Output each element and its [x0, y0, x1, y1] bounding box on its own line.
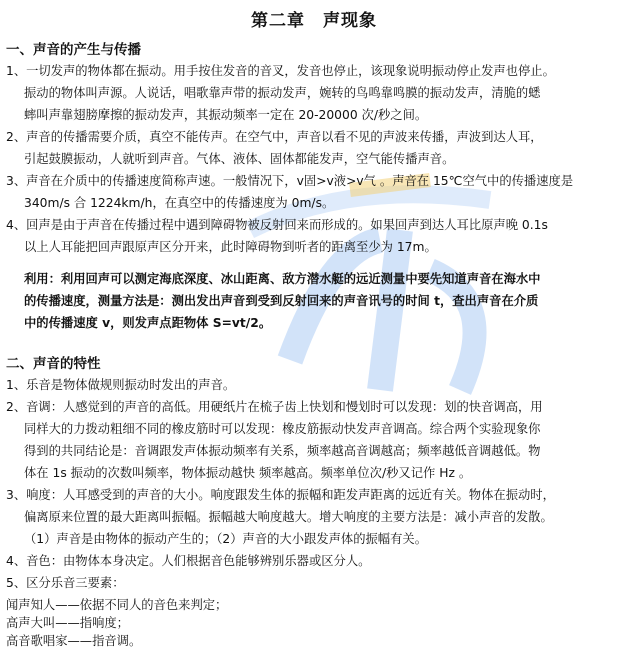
text-line: 蟀叫声靠翅膀摩擦的振动发声，其振动频率一定在 20-20000 次/秒之间。 [24, 108, 428, 122]
text-line: 高音歌唱家——指音调。 [6, 634, 142, 648]
text-line: （1）声音是由物体的振动产生的；（2）声音的大小跟发声体的振幅有关。 [24, 532, 427, 546]
text-line: 得到的共同结论是：音调跟发声体振动频率有关系，频率越高音调越高；频率越低音调越低。物 [24, 444, 541, 458]
text-line: 4、回声是由于声音在传播过程中遇到障碍物被反射回来而形成的。如果回声到达人耳比原声晚 0.1s [6, 218, 548, 232]
text-line: 闻声知人——依据不同人的音色来判定； [6, 598, 228, 612]
text-line: 引起鼓膜振动，人就听到声音。气体、液体、固体都能发声，空气能传播声音。 [24, 152, 455, 166]
page-title: 第二章 声现象 [251, 11, 377, 31]
text-line-bold: 利用：利用回声可以测定海底深度、冰山距离、敌方潜水艇的远近测量中要先知道声音在海水中 [24, 272, 541, 286]
text-line: 1、乐音是物体做规则振动时发出的声音。 [6, 378, 236, 392]
text-line: 2、音调：人感觉到的声音的高低。用硬纸片在梳子齿上快划和慢划时可以发现：划的快音调高，用 [6, 400, 543, 414]
text-line-bold: 中的传播速度 v，则发声点距物体 S=vt/2。 [24, 316, 272, 330]
text-line: 5、区分乐音三要素： [6, 576, 125, 590]
text-line: 体在 1s 振动的次数叫频率，物体振动越快 频率越高。频率单位次/秒又记作 Hz 。 [24, 466, 472, 480]
text-line: 同样大的力拨动粗细不同的橡皮筋时可以发现：橡皮筋振动快发声音调高。综合两个实验现象你 [24, 422, 541, 436]
text-line: 偏离原来位置的最大距离叫振幅。振幅越大响度越大。增大响度的主要方法是：减小声音的发散。 [24, 510, 553, 524]
text-line: 振动的物体叫声源。人说话，唱歌靠声带的振动发声，婉转的鸟鸣靠鸣膜的振动发声，清脆的蟋 [24, 86, 541, 100]
text-line: 高声大叫——指响度； [6, 616, 129, 630]
text-line: 4、音色：由物体本身决定。人们根据音色能够辨别乐器或区分人。 [6, 554, 371, 568]
text-line: 以上人耳能把回声跟原声区分开来，此时障碍物到听者的距离至少为 17m。 [24, 240, 437, 254]
text-line: 2、声音的传播需要介质，真空不能传声。在空气中，声音以看不见的声波来传播，声波到达人耳， [6, 130, 543, 144]
section-heading-1: 一、声音的产生与传播 [6, 42, 141, 58]
text-line: 3、响度：人耳感受到的声音的大小。响度跟发生体的振幅和距发声距离的远近有关。物体在振动时， [6, 488, 555, 502]
section-heading-2: 二、声音的特性 [6, 356, 101, 372]
text-line: 1、一切发声的物体都在振动。用手按住发音的音叉，发音也停止，该现象说明振动停止发声也停止。 [6, 64, 555, 78]
text-line: 3、声音在介质中的传播速度简称声速。一般情况下，v固>v液>v气 。声音在 15℃空气中的传播速度是 [6, 174, 574, 188]
text-line-bold: 的传播速度，测量方法是：测出发出声音到受到反射回来的声音讯号的时间 t，查出声音在介质 [24, 294, 539, 308]
text-line: 340m/s 合 1224km/h，在真空中的传播速度为 0m/s。 [24, 196, 335, 210]
